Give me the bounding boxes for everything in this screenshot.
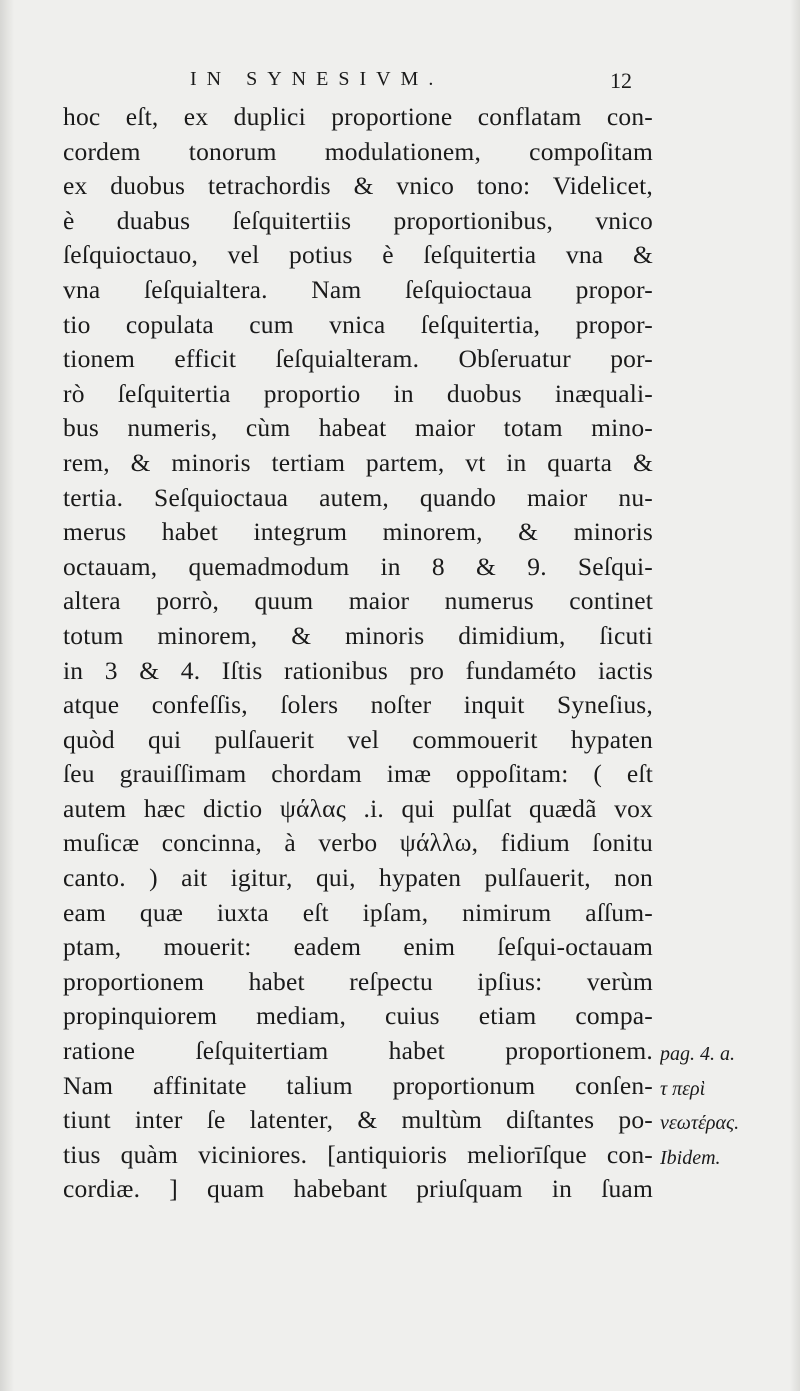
margin-note: τ περὶ [660, 1077, 706, 1100]
body-text [63, 100, 653, 1207]
text-line: ratione ſeſquitertiam habet proportionem. [63, 1036, 653, 1066]
text-line: altera porrò, quum maior numerus continet [63, 586, 653, 616]
text-line: è duabus ſeſquitertiis proportionibus, vnico [63, 205, 653, 235]
text-line: tio copulata cum vnica ſeſquitertia, propor- [63, 309, 653, 339]
text-line: propinquiorem mediam, cuius etiam compa- [63, 1001, 653, 1031]
text-line: muſicæ concinna, à verbo ψάλλω, fidium ſonitu [63, 828, 653, 858]
text-line: vna ſeſquialtera. Nam ſeſquioctaua propor- [63, 274, 653, 304]
text-line: autem hæc dictio ψάλας .i. qui pulſat quædã vox [63, 793, 653, 823]
text-line: rò ſeſquitertia proportio in duobus inæquali- [63, 378, 653, 408]
text-line: cordiæ. ] quam habebant priuſquam in ſuam [63, 1174, 653, 1204]
page-number: 12 [610, 68, 632, 93]
text-line: Nam affinitate talium proportionum conſen- [63, 1070, 653, 1100]
text-line: tionem efficit ſeſquialteram. Obſeruatur por- [63, 344, 653, 374]
text-line: cordem tonorum modulationem, compoſitam [63, 136, 653, 166]
margin-note: Ibidem. [660, 1146, 721, 1169]
text-line: octauam, quemadmodum in 8 & 9. Seſqui- [63, 551, 653, 581]
text-line: tertia. Seſquioctaua autem, quando maior nu- [63, 482, 653, 512]
text-line: ſeſquioctauo, vel potius è ſeſquitertia vna & [63, 240, 653, 270]
text-line: proportionem habet reſpectu ipſius: verùm [63, 966, 653, 996]
margin-note: pag. 4. a. [660, 1043, 735, 1065]
text-line: tius quàm viciniores. [antiquioris meliorīſque con- [63, 1139, 653, 1169]
text-line: tiunt inter ſe latenter, & multùm diſtantes po- [63, 1105, 653, 1135]
running-head: IN SYNESIVM. [190, 68, 444, 90]
text-line: ſeu grauiſſimam chordam imæ oppoſitam: ( eſt [63, 759, 653, 789]
text-line: merus habet integrum minorem, & minoris [63, 517, 653, 547]
text-line: eam quæ iuxta eſt ipſam, nimirum aſſum- [63, 897, 653, 927]
text-line: ex duobus tetrachordis & vnico tono: Videlicet, [63, 171, 653, 201]
text-line: canto. ) ait igitur, qui, hypaten pulſauerit, non [63, 863, 653, 893]
text-line: totum minorem, & minoris dimidium, ſicuti [63, 620, 653, 650]
text-line: ptam, mouerit: eadem enim ſeſqui-octauam [63, 932, 653, 962]
text-line: in 3 & 4. Iſtis rationibus pro fundaméto iactis [63, 655, 653, 685]
margin-notes [660, 1037, 792, 1175]
text-line: quòd qui pulſauerit vel commouerit hypaten [63, 724, 653, 754]
text-line: hoc eſt, ex duplici proportione conflatam con- [63, 102, 653, 131]
text-line: atque confeſſis, ſolers noſter inquit Syneſius, [63, 690, 653, 720]
margin-note: νεωτέρας. [660, 1112, 740, 1135]
text-line: rem, & minoris tertiam partem, vt in quarta & [63, 447, 653, 477]
text-line: bus numeris, cùm habeat maior totam mino- [63, 413, 653, 443]
